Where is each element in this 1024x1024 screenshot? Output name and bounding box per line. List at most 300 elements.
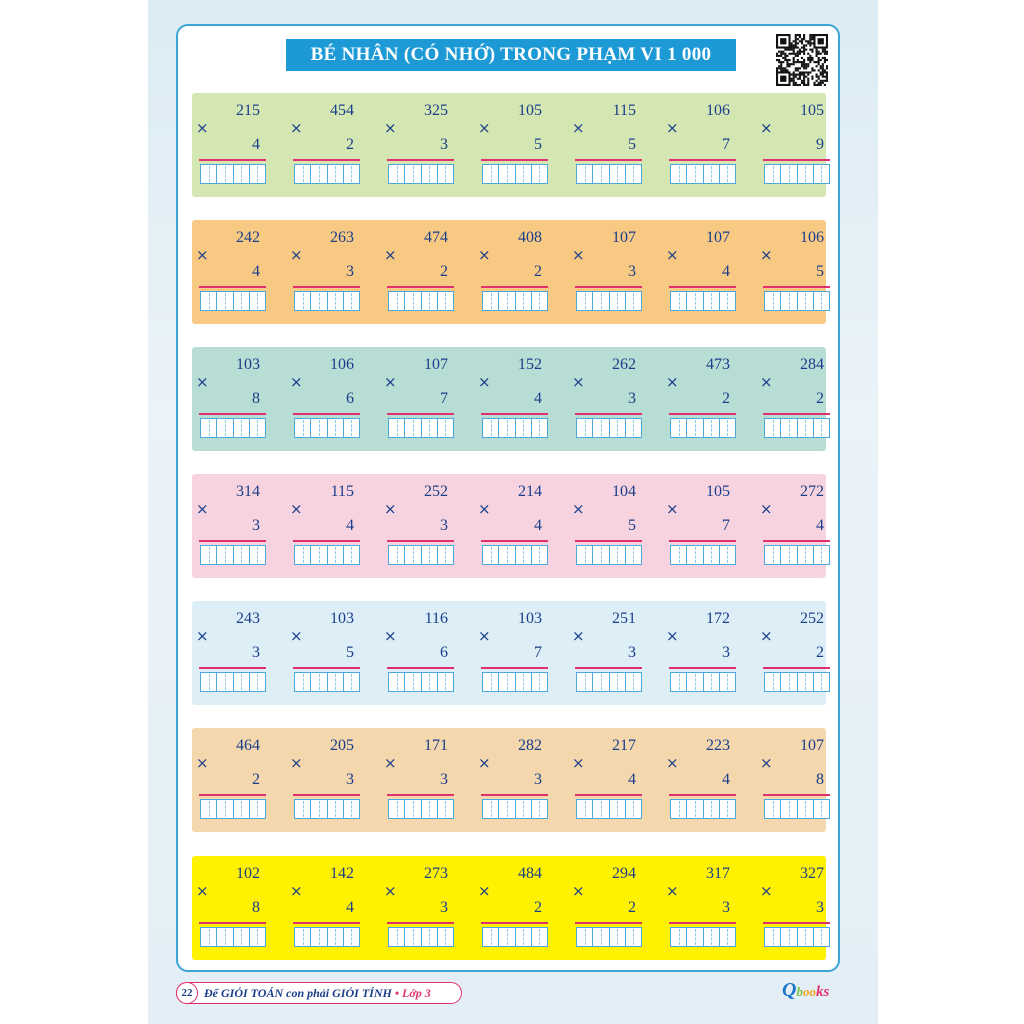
answer-cell[interactable]	[250, 928, 265, 946]
answer-box[interactable]	[670, 545, 736, 565]
answer-box[interactable]	[294, 672, 360, 692]
answer-cell[interactable]	[499, 928, 515, 946]
answer-cell[interactable]	[234, 800, 250, 818]
answer-cell[interactable]	[389, 292, 405, 310]
answer-cell[interactable]	[438, 673, 453, 691]
answer-cell[interactable]	[250, 292, 265, 310]
result-line	[763, 922, 830, 924]
answer-cell[interactable]	[687, 673, 703, 691]
answer-cell[interactable]	[201, 546, 217, 564]
multiplier: 4	[252, 136, 260, 153]
answer-cell[interactable]	[516, 292, 532, 310]
times-sign: ×	[290, 246, 303, 264]
answer-cell[interactable]	[438, 546, 453, 564]
answer-cell[interactable]	[593, 673, 609, 691]
multiplicand: 243	[236, 610, 260, 627]
answer-box[interactable]	[388, 799, 454, 819]
answer-cell[interactable]	[593, 928, 609, 946]
answer-cell[interactable]	[516, 546, 532, 564]
answer-cell[interactable]	[704, 292, 720, 310]
answer-cell[interactable]	[687, 546, 703, 564]
answer-cell[interactable]	[671, 292, 687, 310]
answer-box[interactable]	[294, 927, 360, 947]
answer-cell[interactable]	[704, 165, 720, 183]
multiplier: 5	[346, 644, 354, 661]
answer-cell[interactable]	[626, 546, 641, 564]
answer-box[interactable]	[576, 545, 642, 565]
answer-cell[interactable]	[687, 800, 703, 818]
answer-cell[interactable]	[610, 800, 626, 818]
answer-cell[interactable]	[389, 546, 405, 564]
answer-cell[interactable]	[516, 673, 532, 691]
footer-separator: •	[391, 986, 403, 1000]
answer-cell[interactable]	[405, 165, 421, 183]
answer-box[interactable]	[294, 418, 360, 438]
publisher-logo	[782, 976, 829, 1006]
answer-cell[interactable]	[720, 546, 735, 564]
answer-box[interactable]	[482, 927, 548, 947]
answer-box[interactable]	[764, 291, 830, 311]
answer-cell[interactable]	[250, 419, 265, 437]
result-line	[669, 159, 736, 161]
answer-cell[interactable]	[405, 419, 421, 437]
answer-box[interactable]	[764, 927, 830, 947]
answer-box[interactable]	[200, 418, 266, 438]
answer-cell[interactable]	[217, 928, 233, 946]
answer-box[interactable]	[670, 164, 736, 184]
answer-cell[interactable]	[295, 800, 311, 818]
answer-cell[interactable]	[577, 292, 593, 310]
answer-cell[interactable]	[201, 673, 217, 691]
multiplicand: 115	[330, 483, 354, 500]
answer-cell[interactable]	[593, 165, 609, 183]
answer-cell[interactable]	[217, 673, 233, 691]
answer-box[interactable]	[482, 672, 548, 692]
answer-cell[interactable]	[687, 165, 703, 183]
answer-cell[interactable]	[704, 546, 720, 564]
answer-cell[interactable]	[389, 673, 405, 691]
answer-cell[interactable]	[405, 673, 421, 691]
answer-cell[interactable]	[295, 546, 311, 564]
answer-box[interactable]	[764, 545, 830, 565]
answer-cell[interactable]	[295, 165, 311, 183]
answer-cell[interactable]	[422, 928, 438, 946]
answer-cell[interactable]	[781, 673, 797, 691]
answer-cell[interactable]	[311, 292, 327, 310]
answer-box[interactable]	[388, 672, 454, 692]
answer-cell[interactable]	[422, 800, 438, 818]
answer-cell[interactable]	[765, 673, 781, 691]
answer-cell[interactable]	[704, 673, 720, 691]
answer-box[interactable]	[482, 545, 548, 565]
answer-cell[interactable]	[765, 546, 781, 564]
multiplication-problem	[196, 601, 266, 705]
answer-cell[interactable]	[720, 928, 735, 946]
answer-box[interactable]	[670, 291, 736, 311]
answer-box[interactable]	[764, 672, 830, 692]
answer-cell[interactable]	[405, 800, 421, 818]
answer-cell[interactable]	[626, 673, 641, 691]
multiplicand: 474	[424, 229, 448, 246]
answer-cell[interactable]	[217, 419, 233, 437]
times-sign: ×	[666, 500, 679, 518]
multiplicand: 464	[236, 737, 260, 754]
problem-row	[192, 220, 826, 324]
answer-cell[interactable]	[405, 292, 421, 310]
answer-box[interactable]	[576, 164, 642, 184]
answer-cell[interactable]	[593, 419, 609, 437]
answer-cell[interactable]	[814, 673, 829, 691]
answer-cell[interactable]	[250, 673, 265, 691]
answer-cell[interactable]	[781, 800, 797, 818]
answer-cell[interactable]	[798, 419, 814, 437]
result-line	[669, 794, 736, 796]
answer-cell[interactable]	[311, 165, 327, 183]
answer-cell[interactable]	[781, 419, 797, 437]
answer-cell[interactable]	[593, 800, 609, 818]
answer-cell[interactable]	[422, 546, 438, 564]
multiplication-problem	[572, 856, 642, 960]
answer-cell[interactable]	[234, 546, 250, 564]
answer-cell[interactable]	[720, 419, 735, 437]
answer-cell[interactable]	[201, 419, 217, 437]
multiplicand: 317	[706, 865, 730, 882]
answer-cell[interactable]	[532, 928, 547, 946]
multiplication-problem	[384, 474, 454, 578]
answer-box[interactable]	[200, 927, 266, 947]
answer-cell[interactable]	[328, 419, 344, 437]
answer-cell[interactable]	[344, 292, 359, 310]
answer-cell[interactable]	[671, 546, 687, 564]
result-line	[387, 159, 454, 161]
answer-cell[interactable]	[704, 419, 720, 437]
answer-cell[interactable]	[483, 165, 499, 183]
answer-cell[interactable]	[438, 165, 453, 183]
answer-cell[interactable]	[781, 165, 797, 183]
answer-cell[interactable]	[201, 292, 217, 310]
multiplication-problem	[760, 347, 830, 451]
answer-cell[interactable]	[781, 546, 797, 564]
answer-cell[interactable]	[798, 292, 814, 310]
multiplicand: 172	[706, 610, 730, 627]
answer-cell[interactable]	[798, 673, 814, 691]
answer-cell[interactable]	[720, 800, 735, 818]
answer-cell[interactable]	[217, 292, 233, 310]
answer-cell[interactable]	[814, 546, 829, 564]
multiplier: 5	[628, 517, 636, 534]
answer-cell[interactable]	[814, 800, 829, 818]
answer-cell[interactable]	[593, 292, 609, 310]
multiplicand: 105	[800, 102, 824, 119]
answer-box[interactable]	[388, 291, 454, 311]
times-sign: ×	[572, 754, 585, 772]
answer-cell[interactable]	[389, 165, 405, 183]
times-sign: ×	[666, 882, 679, 900]
answer-box[interactable]	[670, 672, 736, 692]
answer-cell[interactable]	[610, 165, 626, 183]
qr-code-icon	[776, 34, 828, 86]
multiplicand: 454	[330, 102, 354, 119]
answer-cell[interactable]	[389, 928, 405, 946]
answer-cell[interactable]	[483, 292, 499, 310]
answer-cell[interactable]	[593, 546, 609, 564]
answer-cell[interactable]	[704, 928, 720, 946]
result-line	[481, 413, 548, 415]
answer-cell[interactable]	[217, 165, 233, 183]
answer-cell[interactable]	[626, 800, 641, 818]
answer-cell[interactable]	[422, 292, 438, 310]
answer-cell[interactable]	[328, 800, 344, 818]
answer-cell[interactable]	[234, 928, 250, 946]
answer-cell[interactable]	[516, 419, 532, 437]
answer-cell[interactable]	[250, 546, 265, 564]
answer-cell[interactable]	[295, 292, 311, 310]
answer-cell[interactable]	[577, 800, 593, 818]
multiplier: 3	[346, 771, 354, 788]
answer-cell[interactable]	[201, 800, 217, 818]
answer-box[interactable]	[764, 164, 830, 184]
answer-cell[interactable]	[483, 419, 499, 437]
answer-cell[interactable]	[765, 800, 781, 818]
answer-cell[interactable]	[765, 165, 781, 183]
answer-cell[interactable]	[499, 165, 515, 183]
answer-cell[interactable]	[483, 928, 499, 946]
answer-cell[interactable]	[295, 673, 311, 691]
multiplication-problem	[196, 93, 266, 197]
times-sign: ×	[384, 627, 397, 645]
answer-cell[interactable]	[201, 928, 217, 946]
answer-box[interactable]	[200, 545, 266, 565]
answer-box[interactable]	[670, 799, 736, 819]
times-sign: ×	[384, 246, 397, 264]
answer-cell[interactable]	[344, 673, 359, 691]
answer-cell[interactable]	[328, 928, 344, 946]
result-line	[199, 159, 266, 161]
answer-box[interactable]	[200, 672, 266, 692]
answer-cell[interactable]	[814, 292, 829, 310]
answer-cell[interactable]	[798, 165, 814, 183]
answer-cell[interactable]	[201, 165, 217, 183]
answer-box[interactable]	[388, 164, 454, 184]
answer-cell[interactable]	[405, 546, 421, 564]
answer-cell[interactable]	[798, 546, 814, 564]
answer-cell[interactable]	[295, 928, 311, 946]
multiplicand: 103	[518, 610, 542, 627]
answer-box[interactable]	[576, 799, 642, 819]
answer-cell[interactable]	[626, 419, 641, 437]
multiplier: 3	[252, 517, 260, 534]
answer-cell[interactable]	[781, 292, 797, 310]
answer-cell[interactable]	[499, 292, 515, 310]
answer-box[interactable]	[294, 291, 360, 311]
answer-cell[interactable]	[389, 419, 405, 437]
answer-box[interactable]	[576, 672, 642, 692]
answer-cell[interactable]	[328, 165, 344, 183]
answer-cell[interactable]	[311, 673, 327, 691]
answer-cell[interactable]	[577, 165, 593, 183]
multiplication-problem	[666, 601, 736, 705]
answer-cell[interactable]	[671, 928, 687, 946]
result-line	[575, 413, 642, 415]
multiplication-problem	[666, 347, 736, 451]
result-line	[293, 794, 360, 796]
answer-cell[interactable]	[814, 419, 829, 437]
answer-cell[interactable]	[483, 546, 499, 564]
answer-cell[interactable]	[311, 800, 327, 818]
answer-cell[interactable]	[720, 292, 735, 310]
answer-cell[interactable]	[438, 928, 453, 946]
answer-cell[interactable]	[765, 292, 781, 310]
answer-cell[interactable]	[626, 165, 641, 183]
multiplication-problem	[666, 728, 736, 832]
answer-cell[interactable]	[671, 800, 687, 818]
answer-cell[interactable]	[422, 419, 438, 437]
answer-cell[interactable]	[814, 928, 829, 946]
answer-cell[interactable]	[328, 292, 344, 310]
answer-box[interactable]	[576, 418, 642, 438]
answer-cell[interactable]	[422, 165, 438, 183]
answer-cell[interactable]	[532, 419, 547, 437]
answer-cell[interactable]	[389, 800, 405, 818]
answer-cell[interactable]	[405, 928, 421, 946]
answer-cell[interactable]	[344, 928, 359, 946]
answer-box[interactable]	[200, 164, 266, 184]
answer-cell[interactable]	[610, 419, 626, 437]
answer-cell[interactable]	[438, 292, 453, 310]
answer-cell[interactable]	[328, 546, 344, 564]
answer-cell[interactable]	[704, 800, 720, 818]
answer-cell[interactable]	[671, 419, 687, 437]
answer-box[interactable]	[294, 799, 360, 819]
answer-cell[interactable]	[765, 419, 781, 437]
answer-cell[interactable]	[295, 419, 311, 437]
answer-box[interactable]	[200, 291, 266, 311]
answer-cell[interactable]	[610, 292, 626, 310]
answer-cell[interactable]	[234, 673, 250, 691]
answer-cell[interactable]	[499, 419, 515, 437]
multiplier: 4	[534, 517, 542, 534]
answer-cell[interactable]	[438, 800, 453, 818]
answer-cell[interactable]	[671, 165, 687, 183]
answer-cell[interactable]	[532, 673, 547, 691]
answer-cell[interactable]	[577, 928, 593, 946]
answer-cell[interactable]	[250, 800, 265, 818]
answer-box[interactable]	[764, 799, 830, 819]
multiplicand: 262	[612, 356, 636, 373]
answer-cell[interactable]	[483, 800, 499, 818]
multiplier: 8	[252, 390, 260, 407]
answer-cell[interactable]	[234, 165, 250, 183]
answer-cell[interactable]	[311, 419, 327, 437]
answer-box[interactable]	[670, 927, 736, 947]
answer-cell[interactable]	[234, 419, 250, 437]
answer-cell[interactable]	[234, 292, 250, 310]
answer-cell[interactable]	[499, 546, 515, 564]
answer-cell[interactable]	[798, 800, 814, 818]
answer-box[interactable]	[482, 164, 548, 184]
times-sign: ×	[290, 627, 303, 645]
answer-cell[interactable]	[720, 673, 735, 691]
answer-cell[interactable]	[499, 673, 515, 691]
result-line	[575, 540, 642, 542]
answer-box[interactable]	[576, 927, 642, 947]
answer-box[interactable]	[294, 545, 360, 565]
answer-cell[interactable]	[532, 546, 547, 564]
answer-cell[interactable]	[671, 673, 687, 691]
answer-cell[interactable]	[516, 165, 532, 183]
answer-box[interactable]	[482, 418, 548, 438]
multiplicand: 104	[612, 483, 636, 500]
answer-cell[interactable]	[328, 673, 344, 691]
answer-box[interactable]	[294, 164, 360, 184]
answer-cell[interactable]	[687, 419, 703, 437]
answer-cell[interactable]	[422, 673, 438, 691]
answer-cell[interactable]	[532, 165, 547, 183]
answer-cell[interactable]	[532, 800, 547, 818]
answer-cell[interactable]	[577, 546, 593, 564]
answer-cell[interactable]	[311, 546, 327, 564]
answer-cell[interactable]	[720, 165, 735, 183]
answer-box[interactable]	[482, 799, 548, 819]
answer-box[interactable]	[576, 291, 642, 311]
answer-cell[interactable]	[687, 928, 703, 946]
multiplicand: 205	[330, 737, 354, 754]
multiplier: 2	[816, 644, 824, 661]
answer-box[interactable]	[388, 545, 454, 565]
answer-box[interactable]	[482, 291, 548, 311]
answer-cell[interactable]	[438, 419, 453, 437]
answer-box[interactable]	[388, 927, 454, 947]
answer-cell[interactable]	[311, 928, 327, 946]
answer-cell[interactable]	[250, 165, 265, 183]
answer-cell[interactable]	[516, 928, 532, 946]
answer-cell[interactable]	[217, 800, 233, 818]
answer-cell[interactable]	[483, 673, 499, 691]
answer-cell[interactable]	[610, 673, 626, 691]
answer-cell[interactable]	[577, 419, 593, 437]
answer-box[interactable]	[388, 418, 454, 438]
answer-cell[interactable]	[687, 292, 703, 310]
multiplication-problem	[384, 601, 454, 705]
multiplication-problem	[196, 856, 266, 960]
answer-cell[interactable]	[781, 928, 797, 946]
answer-box[interactable]	[764, 418, 830, 438]
answer-cell[interactable]	[798, 928, 814, 946]
answer-box[interactable]	[670, 418, 736, 438]
multiplication-problem	[384, 220, 454, 324]
answer-box[interactable]	[200, 799, 266, 819]
answer-cell[interactable]	[610, 928, 626, 946]
multiplicand: 282	[518, 737, 542, 754]
multiplicand: 115	[612, 102, 636, 119]
answer-cell[interactable]	[499, 800, 515, 818]
answer-cell[interactable]	[344, 800, 359, 818]
answer-cell[interactable]	[577, 673, 593, 691]
answer-cell[interactable]	[626, 928, 641, 946]
answer-cell[interactable]	[344, 419, 359, 437]
answer-cell[interactable]	[217, 546, 233, 564]
answer-cell[interactable]	[344, 165, 359, 183]
answer-cell[interactable]	[610, 546, 626, 564]
answer-cell[interactable]	[344, 546, 359, 564]
answer-cell[interactable]	[516, 800, 532, 818]
result-line	[669, 413, 736, 415]
answer-cell[interactable]	[765, 928, 781, 946]
answer-cell[interactable]	[532, 292, 547, 310]
answer-cell[interactable]	[814, 165, 829, 183]
answer-cell[interactable]	[626, 292, 641, 310]
multiplicand: 217	[612, 737, 636, 754]
